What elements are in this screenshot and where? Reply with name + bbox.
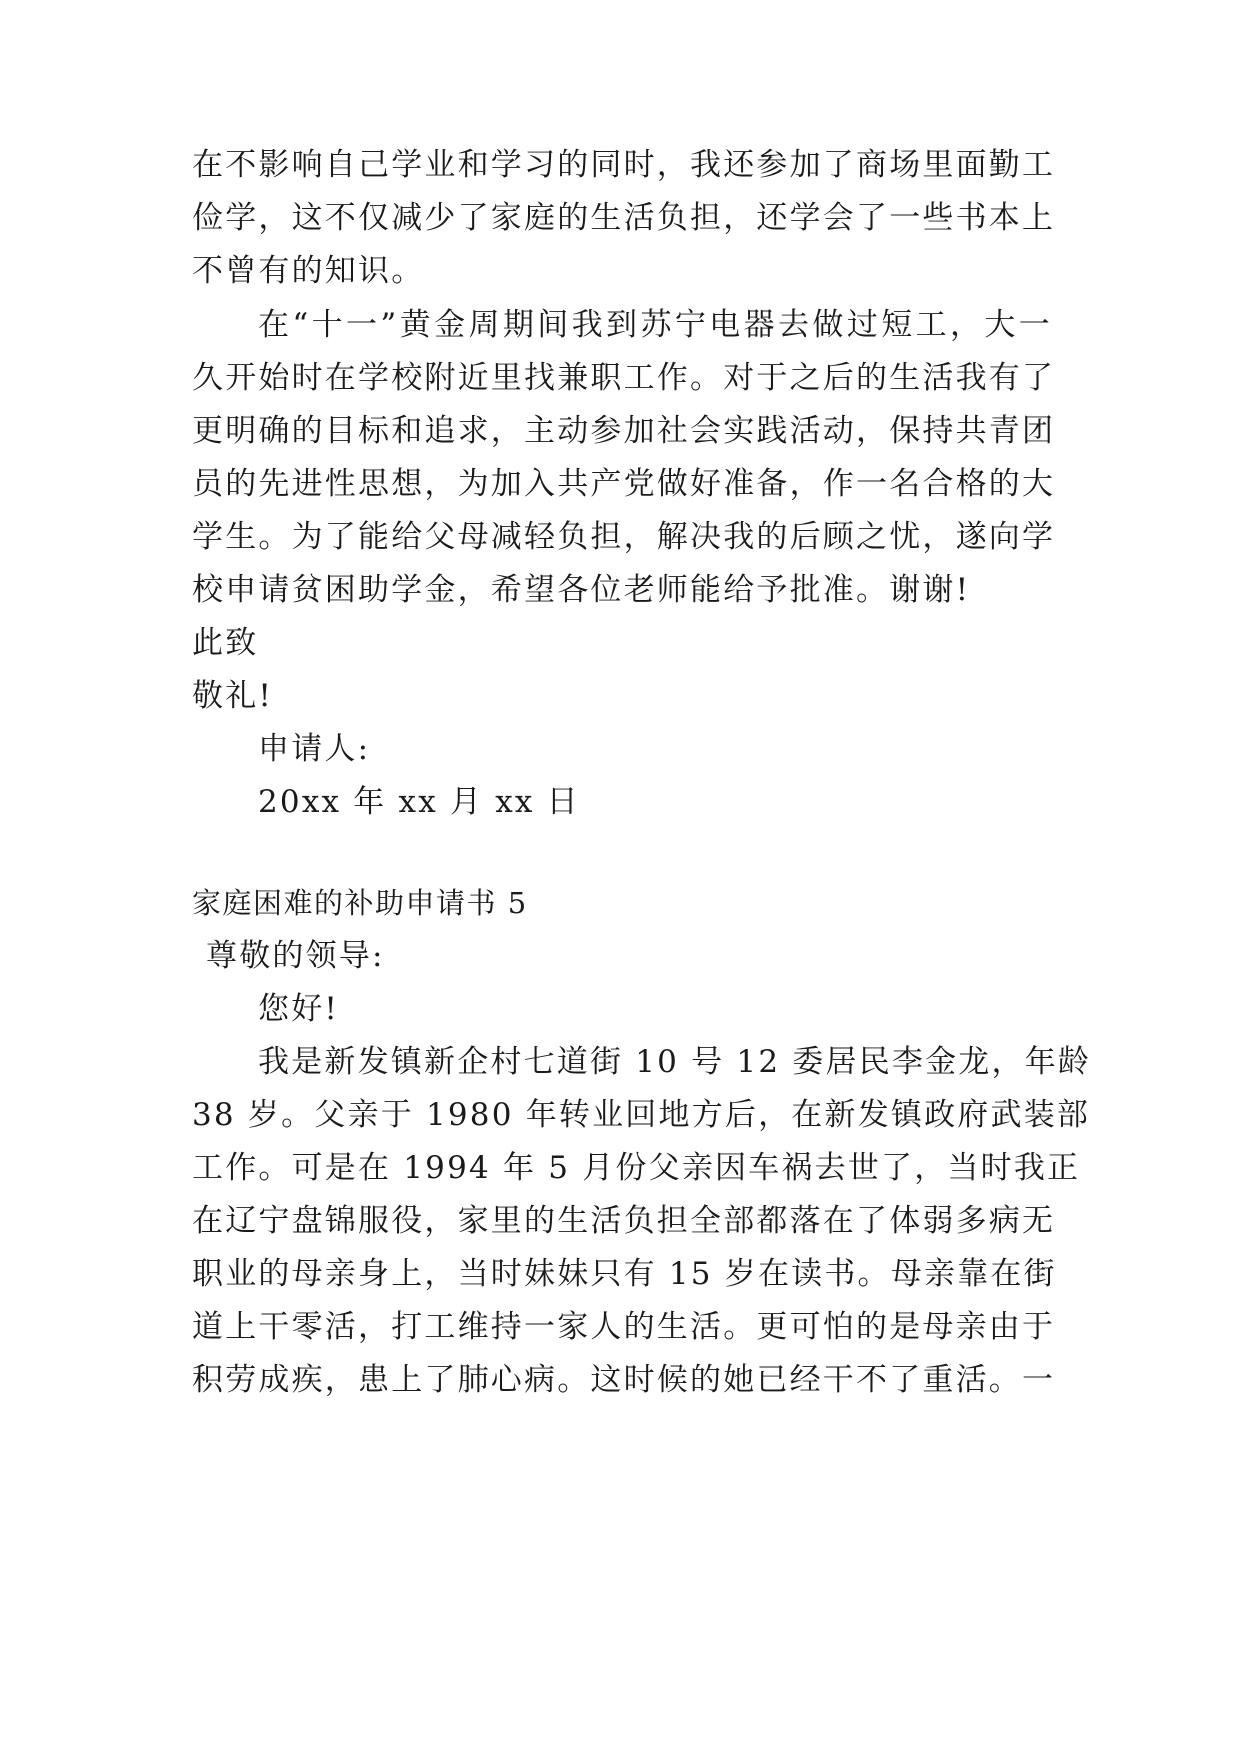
salutation: 尊敬的领导: <box>206 938 385 974</box>
paragraph-line: 不曾有的知识。 <box>192 253 425 289</box>
paragraph-line: 在不影响自己学业和学习的同时，我还参加了商场里面勤工 <box>192 147 1056 183</box>
paragraph-line: 校申请贫困助学金，希望各位老师能给予批准。谢谢! <box>192 572 971 608</box>
paragraph-line: 职业的母亲身上，当时妹妹只有 15 岁在读书。母亲靠在街 <box>192 1256 1057 1292</box>
section-title: 家庭困难的补助申请书 5 <box>192 886 528 920</box>
paragraph-line: 我是新发镇新企村七道街 10 号 12 委居民李金龙，年龄 <box>258 1044 1092 1080</box>
paragraph-line: 在“十一”黄金周期间我到苏宁电器去做过短工，大一 <box>258 307 1052 343</box>
paragraph-line: 俭学，这不仅减少了家庭的生活负担，还学会了一些书本上 <box>192 200 1056 236</box>
closing-cizhi: 此致 <box>192 625 259 661</box>
application-date: 20xx 年 xx 月 xx 日 <box>258 784 580 820</box>
paragraph-line: 38 岁。父亲于 1980 年转业回地方后，在新发镇政府武装部 <box>192 1097 1091 1133</box>
paragraph-line: 学生。为了能给父母减轻负担，解决我的后顾之忧，遂向学 <box>192 519 1056 555</box>
applicant-label: 申请人: <box>258 731 371 767</box>
paragraph-line: 工作。可是在 1994 年 5 月份父亲因车祸去世了，当时我正 <box>192 1150 1081 1186</box>
paragraph-line: 更明确的目标和追求，主动参加社会实践活动，保持共青团 <box>192 413 1056 449</box>
paragraph-line: 道上干零活，打工维持一家人的生活。更可怕的是母亲由于 <box>192 1309 1056 1345</box>
paragraph-line: 员的先进性思想，为加入共产党做好准备，作一名合格的大 <box>192 466 1056 502</box>
closing-jingli: 敬礼! <box>192 678 274 714</box>
paragraph-line: 久开始时在学校附近里找兼职工作。对于之后的生活我有了 <box>192 360 1056 396</box>
greeting: 您好! <box>258 991 340 1027</box>
paragraph-line: 积劳成疾，患上了肺心病。这时候的她已经干不了重活。一 <box>192 1362 1056 1398</box>
paragraph-line: 在辽宁盘锦服役，家里的生活负担全部都落在了体弱多病无 <box>192 1203 1056 1239</box>
